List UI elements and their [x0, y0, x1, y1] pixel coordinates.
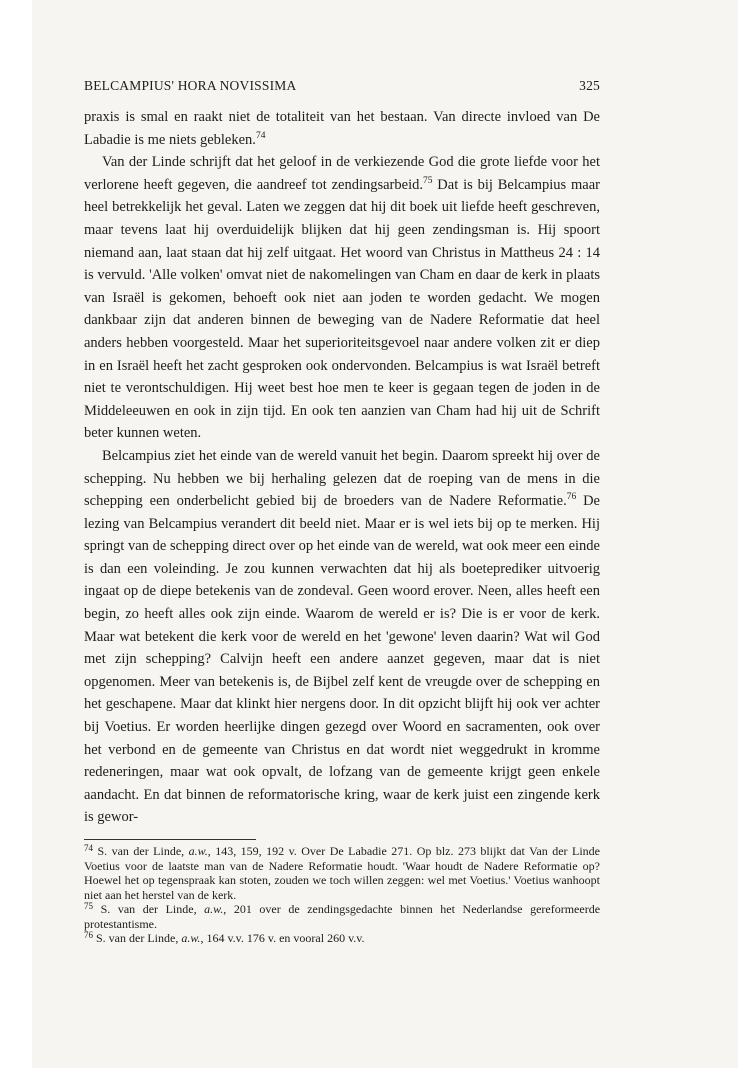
footnote-text: , 164 v.v. 176 v. en vooral 260 v.v.	[200, 931, 365, 945]
footnote-abbr: a.w.	[188, 844, 208, 858]
footnote-75	[84, 902, 600, 931]
footnote-abbr: a.w.	[204, 902, 224, 916]
footnote-ref-75: 75	[422, 175, 433, 186]
paragraph-3	[84, 445, 600, 829]
footnote-text: S. van der Linde,	[100, 902, 205, 916]
book-page	[84, 78, 600, 946]
running-title: BELCAMPIUS' HORA NOVISSIMA	[84, 78, 297, 93]
running-head	[84, 78, 600, 94]
footnote-number: 75	[84, 901, 93, 911]
footnote-number: 76	[84, 930, 93, 940]
footnote-text: S. van der Linde,	[96, 931, 182, 945]
paragraph-3-text-b: De lezing van Belcampius verandert dit beeld niet. Maar er is wel iets bij op te merken. Hij springt van de schepping direct over op het einde van de wereld, wat ook meer een einde is dan een voleinding. Je zou kunnen verwachten dat hij als boeteprediker uitvoerig ingaat op de diepe betekenis van de zondeval. Geen woord erover. Neen, alles heeft een begin, zo heeft alles ook zijn einde. Waarom de wereld er is? Die is er voor de kerk. Maar wat betekent die kerk voor de wereld en het 'gewone' leven daarin? Wat wil God met zijn schepping? Calvijn heeft een andere aanzet gegeven, maar dat is niet opgenomen. Meer van betekenis is, de Bijbel zelf kent de vreugde over de schepping en het geschapene. Maar dat klinkt hier nergens door. In dit opzicht blijft hij ook ver achter bij Voetius. Er worden heerlijke dingen gezegd over Woord en sacramenten, ook over het verbond en de gemeente van Christus en dat wordt niet weggedrukt in kromme redeneringen, maar wat ook opvalt, de lofzang van de gemeente krijgt geen enkele aandacht. En dat binnen de reformatorische kring, waar de kerk juist een zingende kerk is gewor-	[84, 493, 600, 826]
footnote-number: 74	[84, 843, 93, 853]
footnote-text: , 143, 159, 192 v. Over De Labadie 271. Op blz. 273 blijkt dat Van der Linde Voetius voor de laatste man van de Nadere Reformatie houdt. 'Waar houdt de Nadere Reformatie op? Hoewel het op tegenspraak kan stoten, zouden we toch willen zeggen: wel met Voetius.' Voetius wanhoopt niet aan het herstel van de kerk.	[84, 844, 601, 902]
paragraph-2-text-a: Van der Linde schrijft dat het geloof in de verkiezende God die grote liefde voor het verlorene heeft gegeven, die aandreef tot zendingsarbeid.	[84, 154, 600, 193]
paragraph-2-text-b: Dat is bij Belcampius maar heel betrekkelijk het geval. Laten we zeggen dat hij dit boek uit liefde heeft geschreven, maar tevens laat hij overduidelijk blijken dat hij geen zendingsman is. Hij spoort niemand aan, laat staan dat hij zelf uitgaat. Het woord van Christus in Mattheus 24 : 14 is vervuld. 'Alle volken' omvat niet de nakomelingen van Cham en daar de kerk in plaats van Israël is gekomen, behoeft ook niet aan joden te worden gedacht. We mogen dankbaar zijn dat anderen binnen de beweging van de Nadere Reformatie dat heel anders hebben voorgesteld. Maar het superioriteitsgevoel naar andere volken zit er diep in en Israël heeft het zacht gesproken ook ondervonden. Belcampius is wat Israël betreft niet te verontschuldigen. Hij weet best hoe men te keer is gegaan tegen de joden in de Middeleeuwen en ook in zijn tijd. En ook ten aanzien van Cham had hij uit de Schrift beter kunnen weten.	[84, 176, 600, 442]
footnotes	[84, 844, 600, 946]
paragraph-3-text-a: Belcampius ziet het einde van de wereld vanuit het begin. Daarom spreekt hij over de schepping. Nu hebben we bij herhaling gelezen dat de roeping van de mens in die schepping een onderbelicht gebied bij de broeders van de Nadere Reformatie.	[84, 447, 600, 510]
footnote-74	[84, 844, 600, 902]
body-text	[84, 106, 600, 829]
footnote-text: , 201 over de zendingsgedachte binnen het Nederlandse gereformeerde protestantisme.	[84, 902, 601, 931]
paragraph-1	[84, 106, 600, 151]
paragraph-2	[84, 151, 600, 445]
footnote-76	[84, 931, 600, 946]
footnote-ref-74: 74	[255, 130, 266, 141]
paragraph-1-text: praxis is smal en raakt niet de totaliteit van het bestaan. Van directe invloed van De Labadie is me niets gebleken.	[84, 109, 600, 148]
page-number: 325	[579, 78, 600, 93]
footnote-ref-76: 76	[566, 492, 577, 503]
footnote-abbr: a.w.	[181, 931, 201, 945]
footnote-rule	[84, 839, 256, 840]
footnote-text: S. van der Linde,	[97, 844, 189, 858]
